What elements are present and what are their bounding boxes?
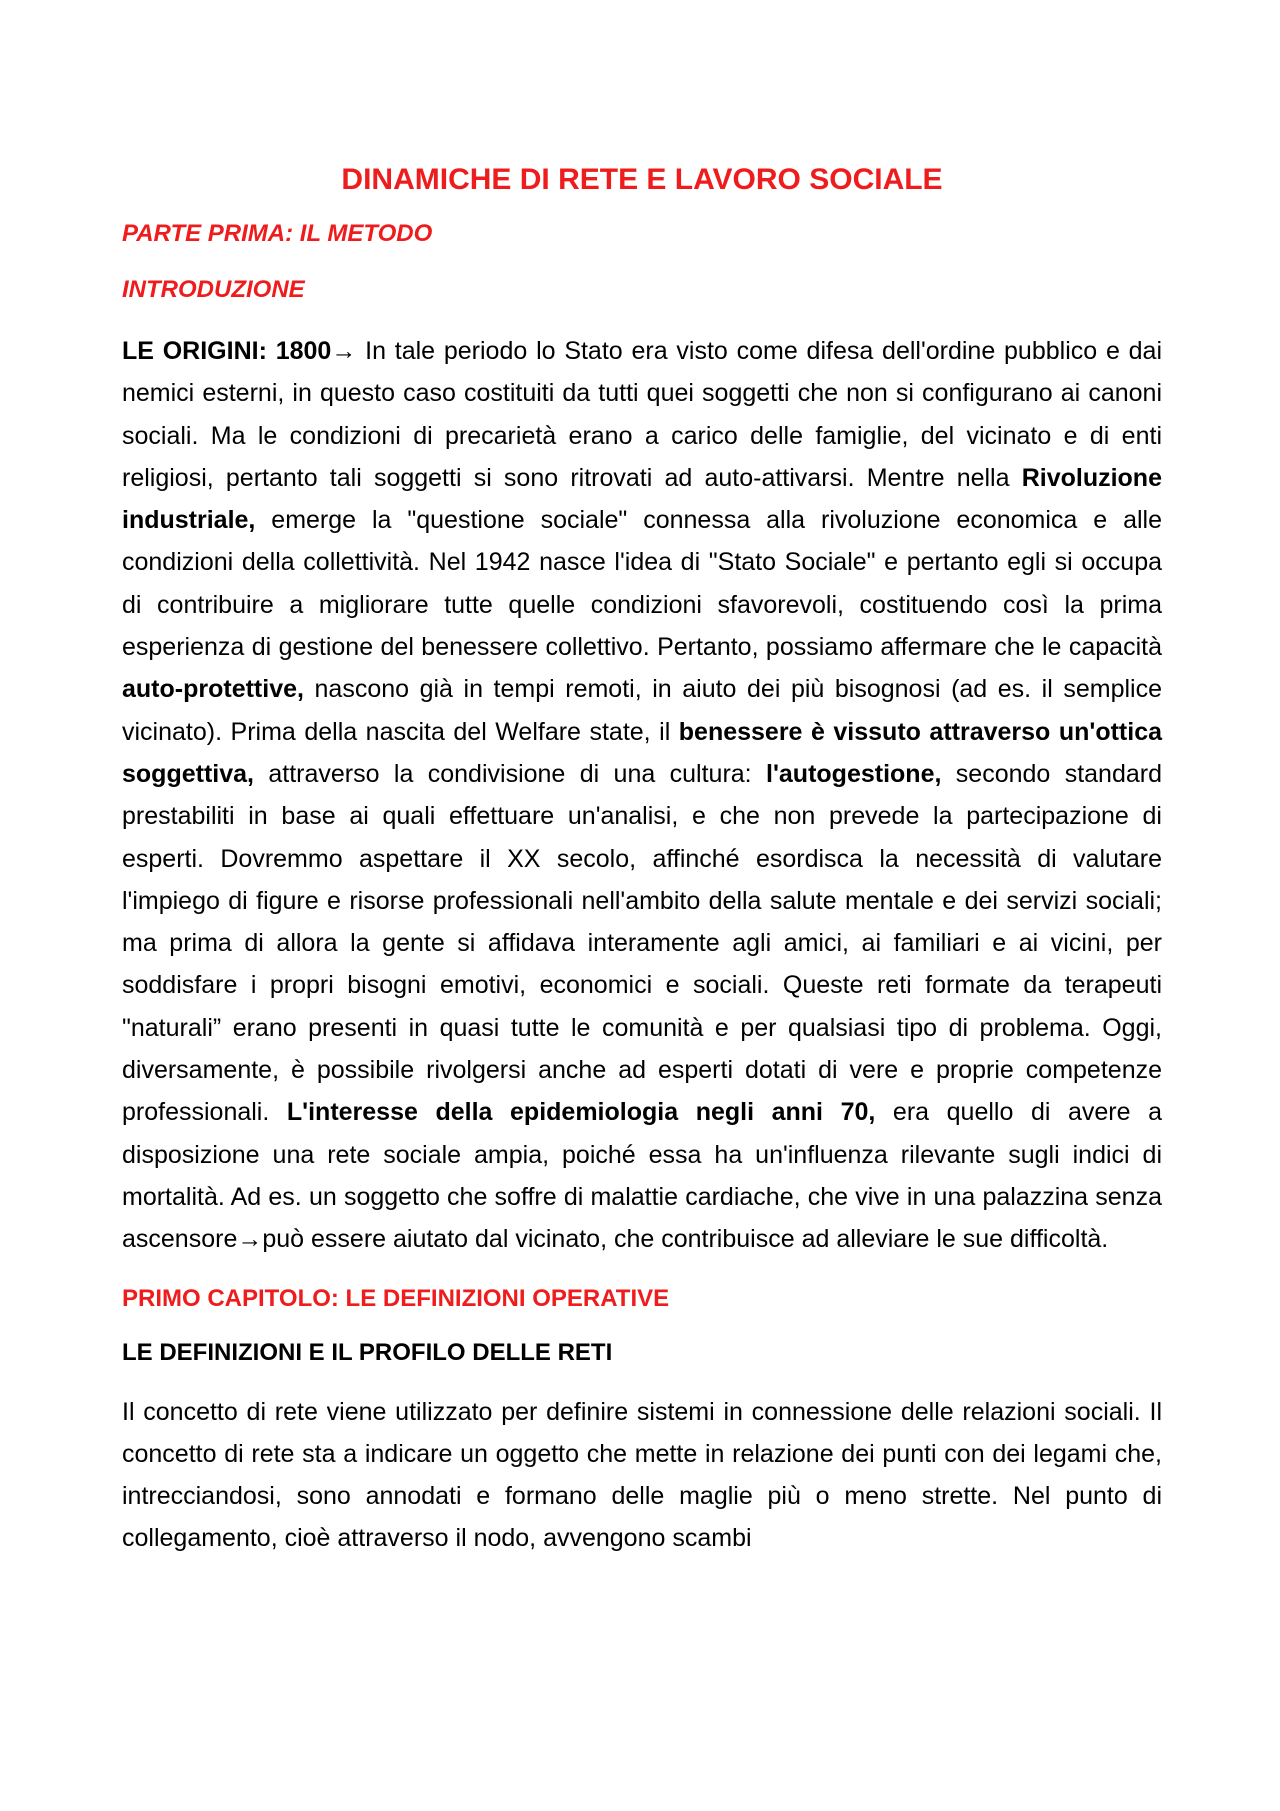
document-page [122,150,1162,1560]
epidemiology-term: L'interesse della epidemiologia negli anni 70, [286,1098,876,1127]
wellbeing-term: benessere è vissuto attraverso un'ottica soggettiva, [122,717,1163,788]
part-heading: PARTE PRIMA: IL METODO [122,220,433,247]
intro-text-5: secondo standard prestabiliti in base ai quali effettuare un'analisi, e che non prevede la partecipazione di esperti. Dovremmo aspettare il XX secolo, affinché esordisca la necessità di valutare l'impiego di figure e risorse professionali nell'ambito della salute mentale e dei servizi sociali; ma prima di allora la gente si affidava interamente agli amici, ai familiari e ai vicini, per soddisfare i propri bisogni emotivi, economici e sociali. Queste reti formate da terapeuti "naturali” erano presenti in quasi tutte le comunità e per qualsiasi tipo di problema. Oggi, diversamente, è possibile rivolgersi anche ad esperti dotati di vere e proprie competenze professionali. [122,759,1162,1127]
intro-text-3: nascono già in tempi remoti, in aiuto dei più bisognosi (ad es. il semplice vicinato). Prima della nascita del Welfare state, il [122,675,1162,746]
intro-text-2: emerge la "questione sociale" connessa alla rivoluzione economica e alle condizioni della collettività. Nel 1942 nasce l'idea di "Stato Sociale" e pertanto egli si occupa di contribuire a migliorare tutte quelle condizioni sfavorevoli, costituendo così la prima esperienza di gestione del benessere collettivo. Pertanto, possiamo affermare che le capacità [122,506,1162,662]
intro-text-6: era quello di avere a disposizione una rete sociale ampia, poiché essa ha un'influenza rilevante sugli indici di mortalità. Ad es. un soggetto che soffre di malattie cardiache, che vive in una palazzina senza ascensore [122,1098,1163,1254]
auto-protective-term: auto-protettive, [122,675,304,704]
intro-heading: INTRODUZIONE [122,276,305,303]
industrial-revolution-term: Rivoluzione industriale, [122,463,1162,535]
document-title: DINAMICHE DI RETE E LAVORO SOCIALE [341,163,943,196]
arrow-icon: → [331,337,357,365]
intro-text-7: può essere aiutato dal vicinato, che contribuisce ad alleviare le sue difficoltà. [262,1225,1109,1254]
section-heading: LE DEFINIZIONI E IL PROFILO DELLE RETI [122,1338,613,1366]
intro-text-1: In tale periodo lo Stato era visto come difesa dell'ordine pubblico e dai nemici esterni, in questo caso costituiti da tutti quei soggetti che non si configurano ai canoni sociali. Ma le condizioni di precarietà erano a carico delle famiglie, del vicinato e di enti religiosi, pertanto tali soggetti si sono ritrovati ad auto-attivarsi. Mentre nella [122,337,1163,492]
section-paragraph: Il concetto di rete viene utilizzato per definire sistemi in connessione delle relazioni sociali. Il concetto di rete sta a indicare un oggetto che mette in relazione dei punti con dei legami che, intrecciandosi, sono annodati e formano delle maglie più o meno strette. Nel punto di collegamento, cioè attraverso il nodo, avvengono scambi [122,1397,1162,1553]
origins-label: LE ORIGINI: 1800 [122,337,332,365]
self-management-term: l'autogestione, [766,759,942,788]
intro-text-4: attraverso la condivisione di una cultura: [253,759,767,788]
chapter-heading: PRIMO CAPITOLO: LE DEFINIZIONI OPERATIVE [122,1284,670,1312]
arrow-icon: → [237,1225,263,1254]
intro-paragraph [122,330,1162,1261]
